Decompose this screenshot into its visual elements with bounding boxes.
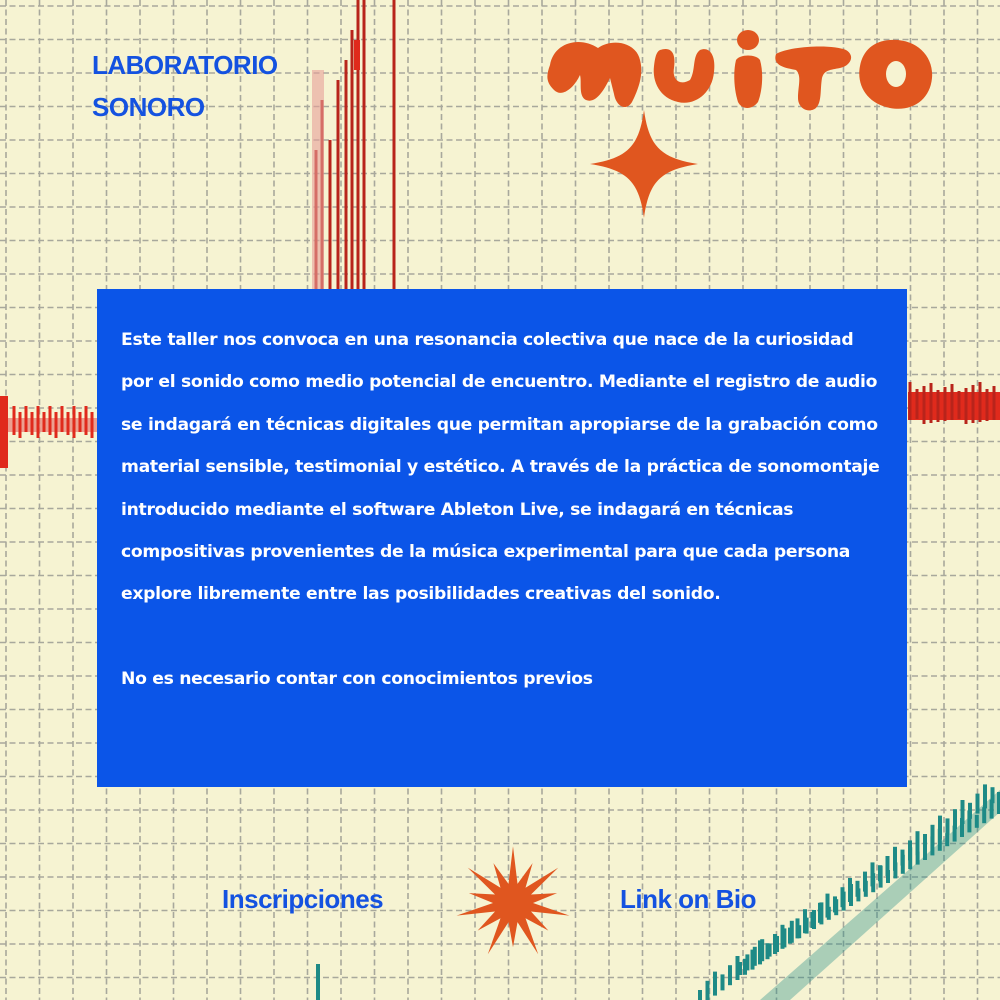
- page-title: [92, 44, 278, 128]
- title-line-1: LABORATORIO: [92, 50, 278, 80]
- inscripciones-link[interactable]: Inscripciones: [222, 884, 384, 914]
- link-on-bio[interactable]: Link on Bio: [620, 884, 757, 914]
- description-panel: [97, 289, 907, 787]
- title-line-2: SONORO: [92, 92, 205, 122]
- starburst-icon: [450, 842, 576, 964]
- requirements-note: No es necesario contar con conocimientos previos: [121, 668, 593, 689]
- four-point-star-icon: [586, 106, 702, 222]
- description-text: Este taller nos convoca en una resonancia colectiva que nace de la curiosidad por el sonido como medio potencial de encuentro. Mediante el registro de audio se indagará en técnicas digitales que permitan apropiarse de la grabación como material sensible, testimonial y estético. A través de la práctica de sonomontaje introducido mediante el software Ableton Live, se indagará en técnicas compositivas provenientes de la música experimental para que cada persona explore libremente entre las posibilidades creativas del sonido.: [121, 330, 880, 605]
